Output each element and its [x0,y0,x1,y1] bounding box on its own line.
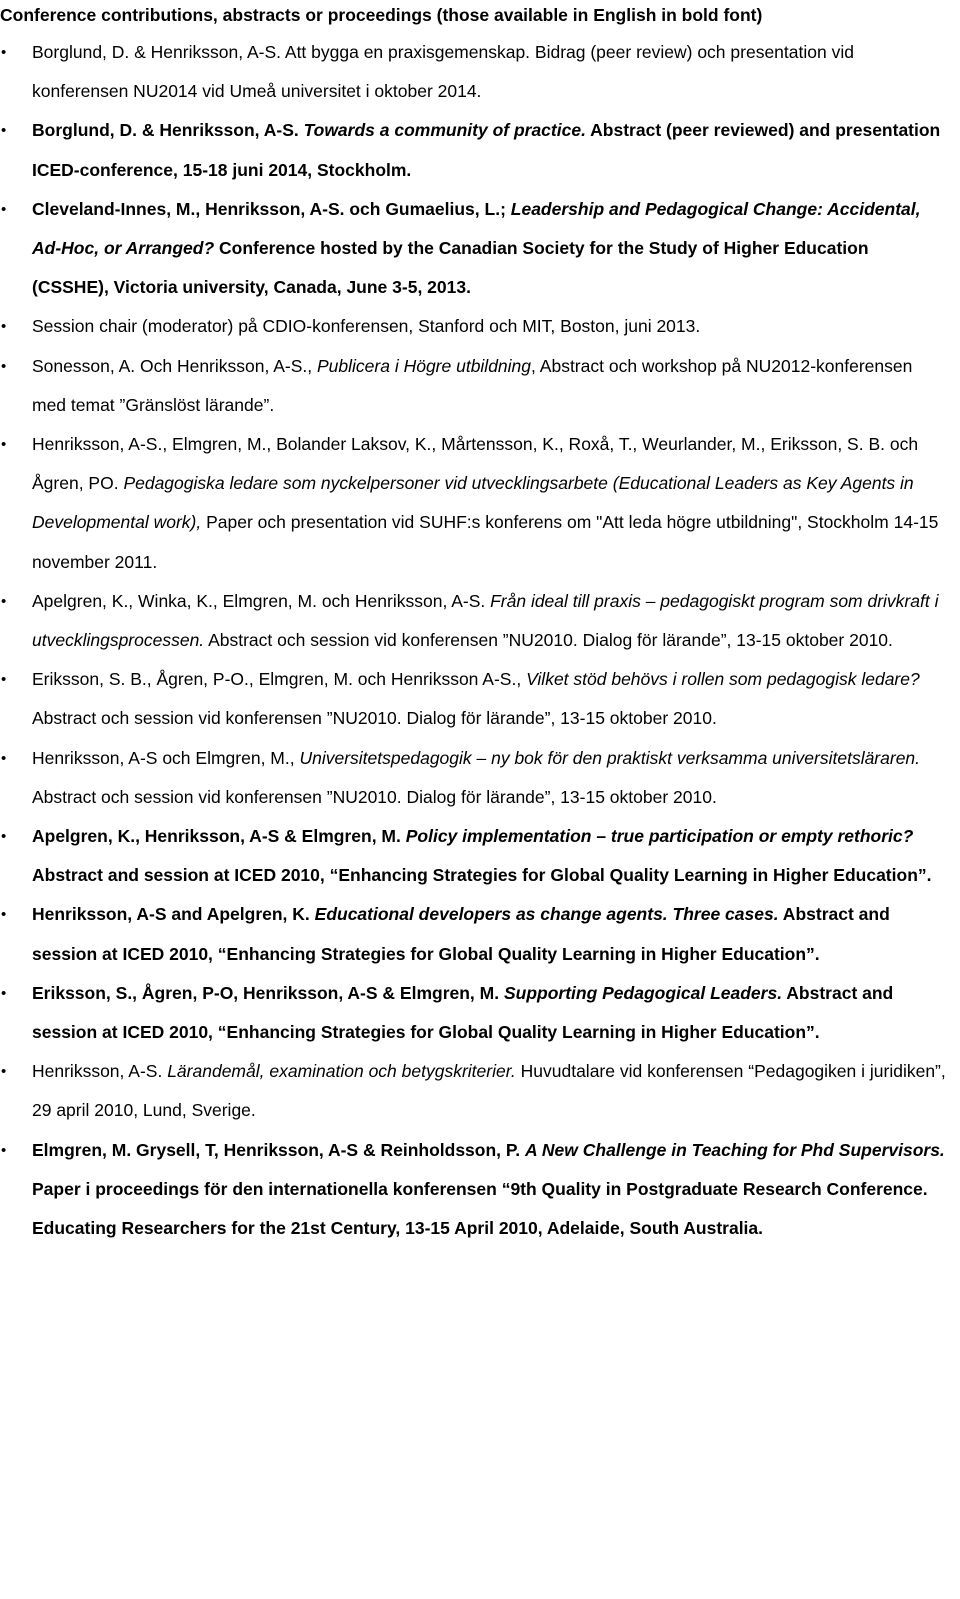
reference-text-segment: Abstract and session at ICED 2010, “Enhancing Strategies for Global Quality Learning in Higher Education”. [32,865,932,886]
section-heading: Conference contributions, abstracts or proceedings (those available in English in bold font) [0,5,763,25]
reference-text-segment: Sonesson, A. Och Henriksson, A-S., [32,355,317,376]
reference-text-segment: Eriksson, S., Ågren, P-O, Henriksson, A-S & Elmgren, M. [32,982,504,1003]
reference-text-segment: Eriksson, S. B., Ågren, P-O., Elmgren, M. och Henriksson A-S., [32,669,527,690]
reference-entry [0,111,946,189]
reference-text-segment: Cleveland-Innes, M., Henriksson, A-S. och Gumaelius, L.; [32,198,511,219]
reference-text-segment: Borglund, D. & Henriksson, A-S. [32,120,304,141]
reference-entry [0,347,946,425]
reference-entry [0,1052,946,1130]
reference-entry [0,582,946,660]
reference-entry [0,33,946,111]
reference-text-segment: Policy implementation – true participation or empty rethoric? [405,826,914,847]
reference-text-segment: Abstract (peer reviewed) and presentation ICED-conference, 15-18 juni 2014, Stockholm. [32,120,941,180]
reference-text-segment: Leadership and Pedagogical Change: Accidental, Ad-Hoc, or Arranged? [32,198,921,259]
reference-text-segment: Educational developers as change agents. Three cases. [314,904,779,925]
reference-entry [0,307,946,346]
reference-text-segment: Conference hosted by the Canadian Society for the Study of Higher Education (CSSHE), Victoria university, Canada, June 3-5, 2013. [32,238,869,298]
reference-text-segment: Från ideal till praxis – pedagogiskt program som drivkraft i utvecklingsprocessen. [32,590,939,651]
reference-text-segment: , Abstract och workshop på NU2012-konferensen med temat ”Gränslöst lärande”. [32,355,913,415]
reference-text-segment: Apelgren, K., Winka, K., Elmgren, M. och Henriksson, A-S. [32,590,491,611]
reference-text-segment: Henriksson, A-S and Apelgren, K. [32,904,315,925]
reference-text-segment: Session chair (moderator) på CDIO-konferensen, Stanford och MIT, Boston, juni 2013. [32,316,701,337]
reference-text-segment: Supporting Pedagogical Leaders. [503,982,783,1003]
reference-text-segment: Henriksson, A-S., Elmgren, M., Bolander Laksov, K., Mårtensson, K., Roxå, T., Weurlander, M., Eriksson, S. B. och Ågren, PO. [32,434,919,494]
reference-text-segment: Universitetspedagogik – ny bok för den praktiskt verksamma universitetsläraren. [299,747,921,768]
reference-entry [0,425,946,582]
reference-text-segment: Abstract and session at ICED 2010, “Enhancing Strategies for Global Quality Learning in Higher Education”. [32,982,894,1043]
reference-text-segment: Henriksson, A-S. [32,1061,168,1082]
reference-text-segment: Abstract och session vid konferensen ”NU2010. Dialog för lärande”, 13-15 oktober 2010. [32,786,717,807]
reference-entry [0,895,946,973]
reference-text-segment: Elmgren, M. Grysell, T, Henriksson, A-S & Reinholdsson, P. [32,1139,526,1160]
reference-entry [0,974,946,1052]
reference-text-segment: Abstract and session at ICED 2010, “Enhancing Strategies for Global Quality Learning in Higher Education”. [32,904,890,964]
reference-text-segment: Publicera i Högre utbildning [317,355,532,376]
reference-text-segment: Abstract och session vid konferensen ”NU2010. Dialog för lärande”, 13-15 oktober 2010. [204,630,893,651]
reference-entry [0,817,946,895]
reference-text-segment: Towards a community of practice. [303,120,586,141]
reference-text-segment: Huvudtalare vid konferensen “Pedagogiken i juridiken”, 29 april 2010, Lund, Sverige. [32,1061,946,1121]
reference-entry [0,1131,946,1249]
reference-text-segment: Paper och presentation vid SUHF:s konferens om "Att leda högre utbildning", Stockholm 14-15 november 2011. [32,512,939,572]
reference-text-segment: Vilket stöd behövs i rollen som pedagogisk ledare? [526,669,920,690]
reference-text-segment: Abstract och session vid konferensen ”NU2010. Dialog för lärande”, 13-15 oktober 2010. [32,708,717,729]
reference-entry [0,660,946,738]
reference-entry [0,190,946,308]
reference-text-segment: Borglund, D. & Henriksson, A-S. Att bygga en praxisgemenskap. Bidrag (peer review) och presentation vid konferensen NU2014 vid Umeå universitet i oktober 2014. [32,42,854,102]
reference-text-segment: Henriksson, A-S och Elmgren, M., [32,747,300,768]
reference-text-segment: A New Challenge in Teaching for Phd Supervisors. [525,1139,945,1160]
reference-entry [0,739,946,817]
reference-text-segment: Apelgren, K., Henriksson, A-S & Elmgren, M. [32,826,406,847]
reference-text-segment: Pedagogiska ledare som nyckelpersoner vid utvecklingsarbete (Educational Leaders as Key Agents in Developmental work), [32,473,914,533]
reference-list [0,33,946,1248]
reference-text-segment: Paper i proceedings för den internationella konferensen “9th Quality in Postgraduate Research Conference. Educating Researchers for the 21st Century, 13-15 April 2010, Adelaide, South Australia. [32,1178,928,1239]
reference-text-segment: Lärandemål, examination och betygskriterier. [167,1061,516,1082]
